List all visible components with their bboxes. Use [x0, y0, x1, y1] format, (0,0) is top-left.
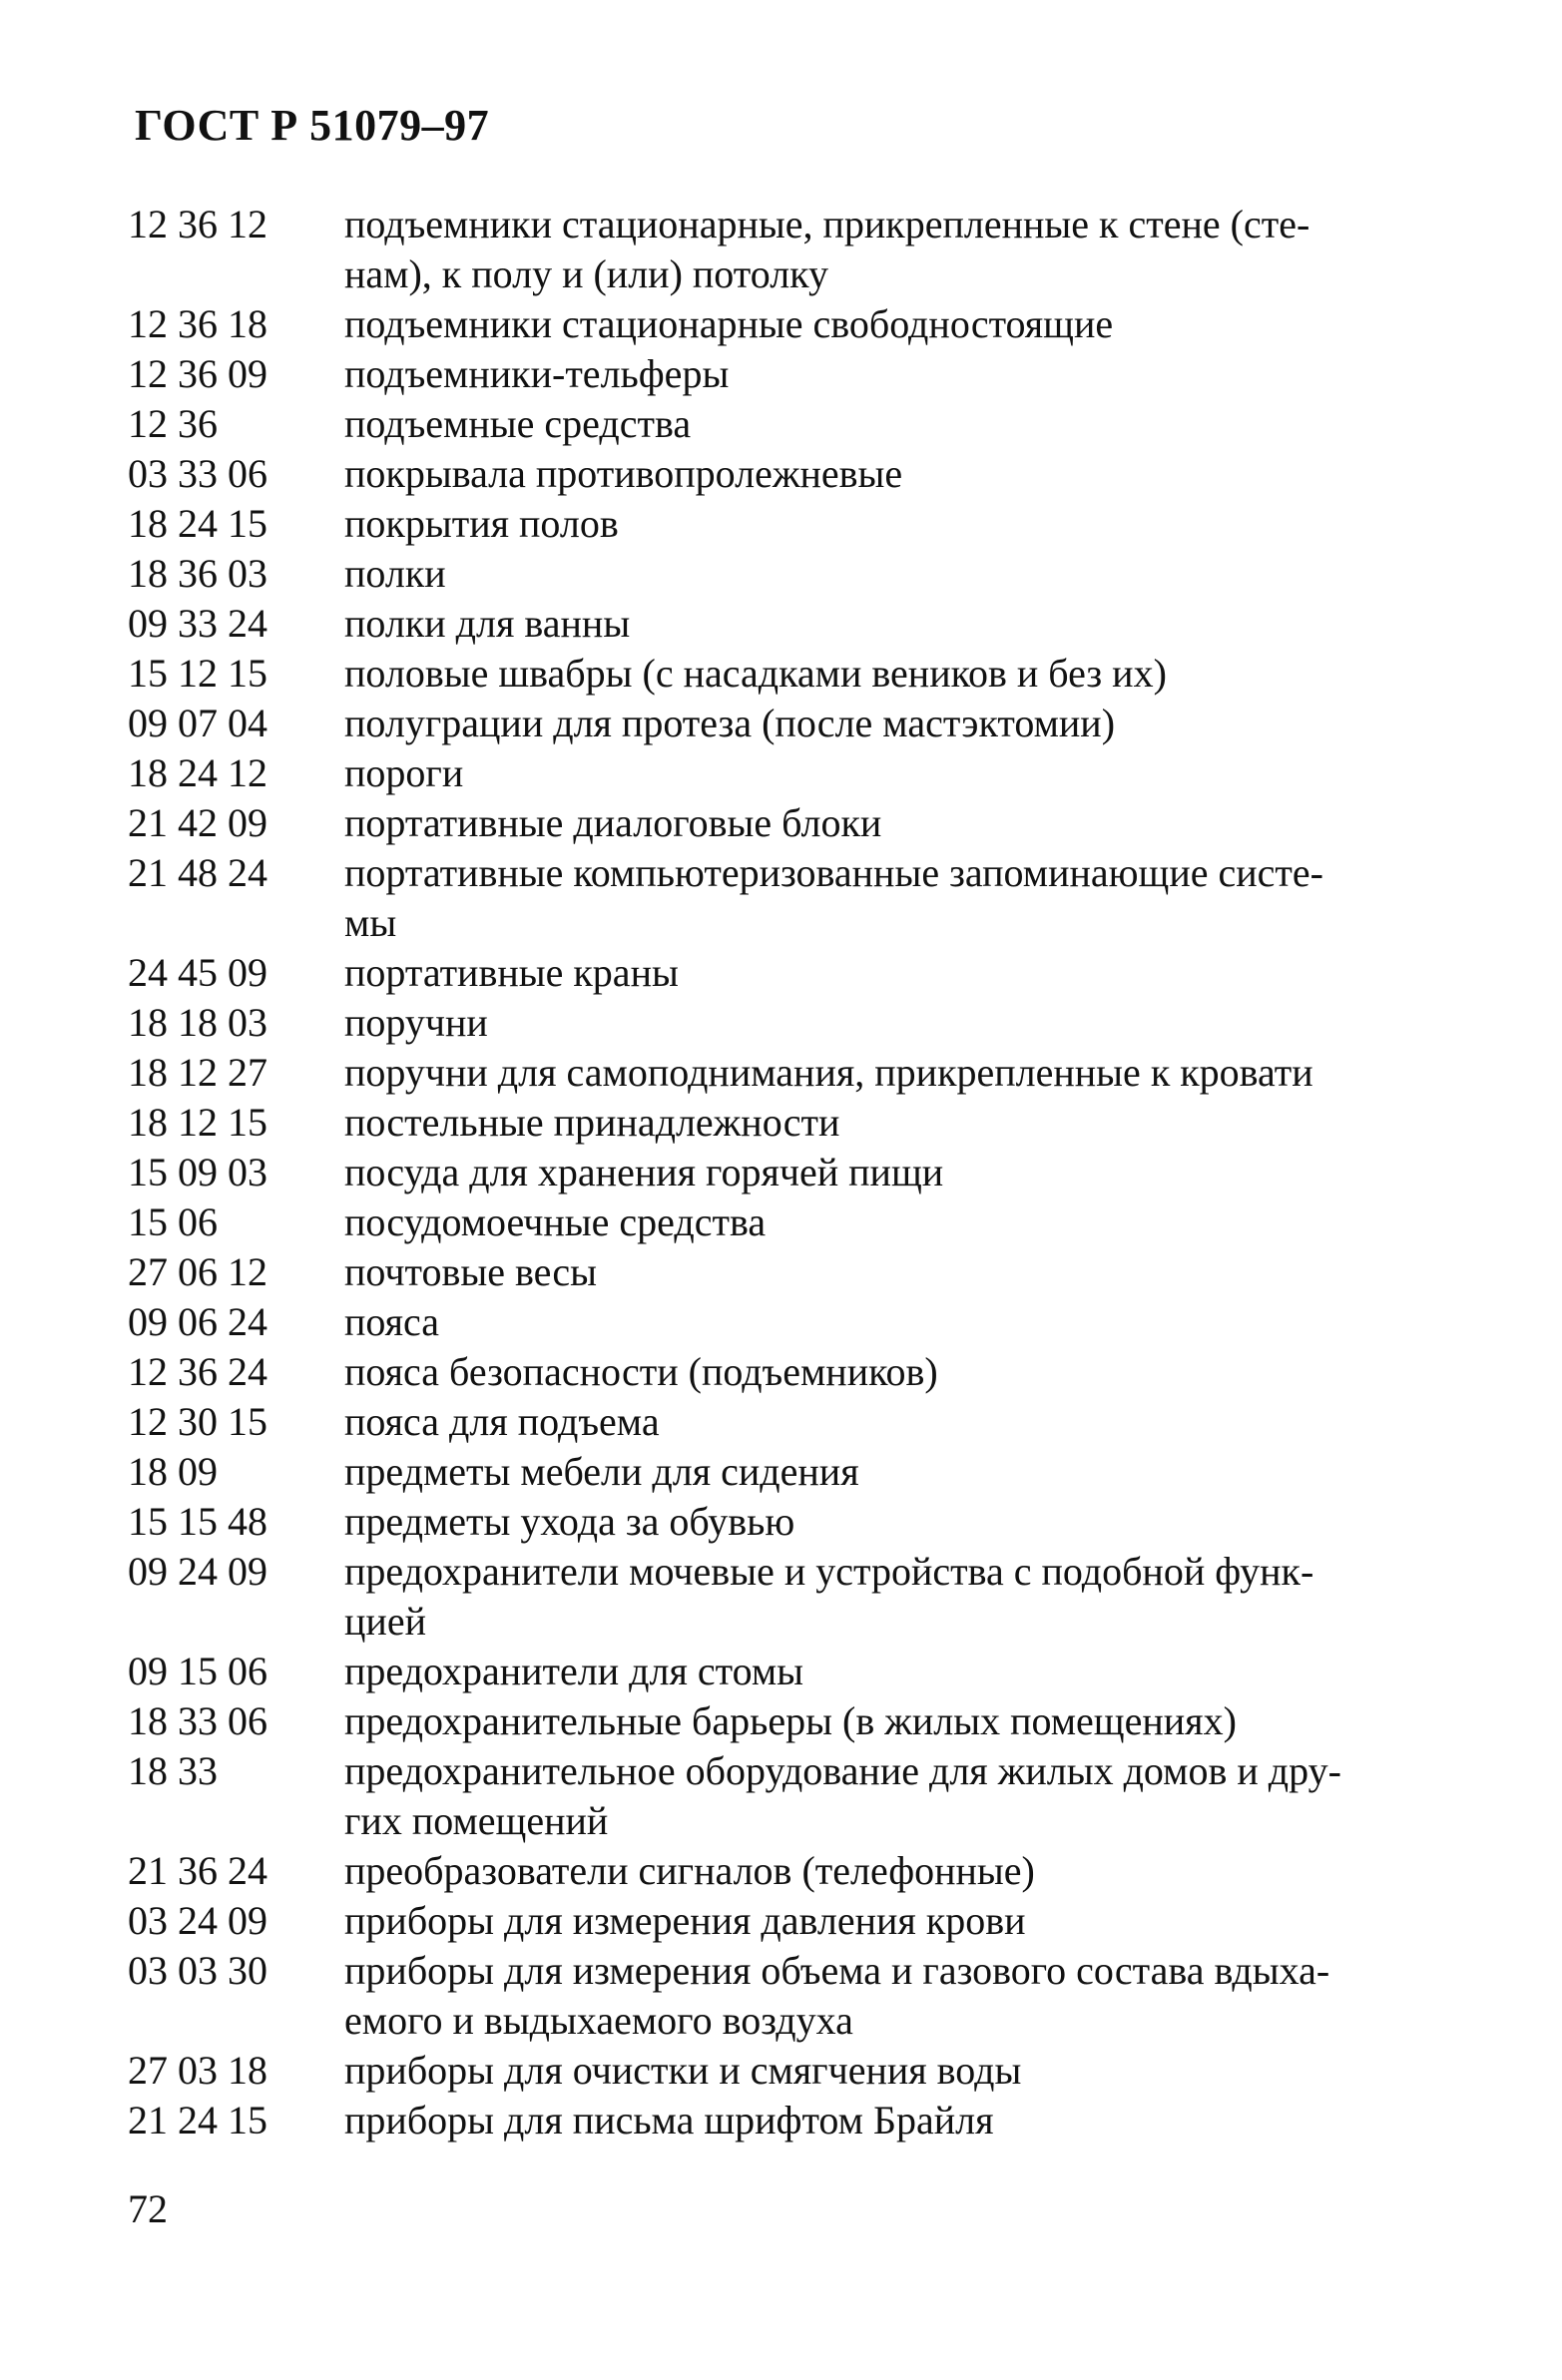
- index-entry: [128, 1447, 1515, 1497]
- entry-code: 03 24 09: [128, 1898, 267, 1943]
- index-entry: [128, 1547, 1515, 1647]
- entry-description: предохранительное оборудование для жилых домов и дру- гих помещений: [344, 1748, 1341, 1843]
- entry-code: 12 36 18: [128, 301, 267, 346]
- entry-code: 21 48 24: [128, 850, 267, 895]
- entry-code: 15 15 48: [128, 1499, 267, 1544]
- index-entry: [128, 599, 1515, 649]
- entry-description: пояса безопасности (подъемников): [344, 1349, 938, 1394]
- entry-description: приборы для измерения объема и газового состава вдыха- емого и выдыхаемого воздуха: [344, 1948, 1330, 2043]
- entry-code: 12 36: [128, 401, 218, 446]
- entry-code: 18 12 27: [128, 1050, 267, 1095]
- entry-code: 18 24 12: [128, 750, 267, 795]
- index-entry: [128, 2046, 1515, 2096]
- entry-code: 21 36 24: [128, 1848, 267, 1893]
- index-entry: [128, 499, 1515, 549]
- index-entry: [128, 1197, 1515, 1247]
- entry-description: постельные принадлежности: [344, 1100, 840, 1145]
- index-entry: [128, 1247, 1515, 1297]
- index-entry: [128, 1746, 1515, 1846]
- entry-description: поручни: [344, 1000, 488, 1045]
- index-entry: [128, 1397, 1515, 1447]
- entry-description: поручни для самоподнимания, прикрепленные к кровати: [344, 1050, 1313, 1095]
- index-entry: [128, 848, 1515, 948]
- index-entry: [128, 1647, 1515, 1696]
- index-entry: [128, 649, 1515, 699]
- entry-code: 18 09: [128, 1449, 218, 1494]
- index-entry: [128, 948, 1515, 998]
- index-entry: [128, 1497, 1515, 1547]
- index-entry: [128, 1946, 1515, 2046]
- index-entry: [128, 1148, 1515, 1197]
- entry-code: 27 06 12: [128, 1249, 267, 1294]
- index-entries-list: [128, 200, 1515, 2145]
- entry-code: 03 03 30: [128, 1948, 267, 1993]
- index-entry: [128, 1846, 1515, 1896]
- entry-description: посуда для хранения горячей пищи: [344, 1150, 944, 1194]
- index-entry: [128, 1896, 1515, 1946]
- index-entry: [128, 200, 1515, 299]
- entry-description: приборы для очистки и смягчения воды: [344, 2048, 1022, 2093]
- page-number: 72: [128, 2186, 168, 2231]
- entry-code: 12 36 12: [128, 202, 267, 246]
- entry-code: 24 45 09: [128, 950, 267, 995]
- index-entry: [128, 449, 1515, 499]
- entry-description: подъемники стационарные свободностоящие: [344, 301, 1114, 346]
- index-entry: [128, 998, 1515, 1048]
- index-entry: [128, 2096, 1515, 2145]
- entry-code: 21 24 15: [128, 2098, 267, 2142]
- entry-description: покрывала противопролежневые: [344, 451, 903, 496]
- index-entry: [128, 299, 1515, 349]
- document-header: ГОСТ Р 51079–97: [135, 101, 490, 150]
- entry-description: приборы для письма шрифтом Брайля: [344, 2098, 994, 2142]
- entry-code: 03 33 06: [128, 451, 267, 496]
- index-entry: [128, 349, 1515, 399]
- entry-description: посудомоечные средства: [344, 1199, 767, 1244]
- entry-code: 09 07 04: [128, 701, 267, 745]
- entry-code: 15 09 03: [128, 1150, 267, 1194]
- entry-description: пояса: [344, 1299, 440, 1344]
- index-entry: [128, 748, 1515, 798]
- entry-code: 21 42 09: [128, 800, 267, 845]
- entry-code: 18 24 15: [128, 501, 267, 546]
- entry-code: 18 33 06: [128, 1698, 267, 1743]
- entry-description: предохранители мочевые и устройства с подобной функ- цией: [344, 1549, 1314, 1644]
- entry-description: полки для ванны: [344, 601, 631, 646]
- entry-code: 15 06: [128, 1199, 218, 1244]
- index-entry: [128, 1048, 1515, 1098]
- entry-description: полуграции для протеза (после мастэктомии): [344, 701, 1116, 745]
- entry-code: 09 24 09: [128, 1549, 267, 1594]
- index-entry: [128, 1098, 1515, 1148]
- entry-description: портативные компьютеризованные запоминающие систе- мы: [344, 850, 1323, 945]
- index-entry: [128, 549, 1515, 599]
- entry-description: предохранительные барьеры (в жилых помещениях): [344, 1698, 1237, 1743]
- entry-code: 12 36 09: [128, 351, 267, 396]
- entry-code: 09 15 06: [128, 1649, 267, 1693]
- entry-code: 09 33 24: [128, 601, 267, 646]
- entry-code: 18 33: [128, 1748, 218, 1793]
- entry-description: половые швабры (с насадками веников и без их): [344, 651, 1167, 696]
- entry-code: 12 36 24: [128, 1349, 267, 1394]
- index-entry: [128, 399, 1515, 449]
- entry-description: преобразователи сигналов (телефонные): [344, 1848, 1035, 1893]
- entry-code: 18 36 03: [128, 551, 267, 596]
- index-entry: [128, 1696, 1515, 1746]
- entry-description: пояса для подъема: [344, 1399, 660, 1444]
- entry-description: покрытия полов: [344, 501, 619, 546]
- entry-description: пороги: [344, 750, 464, 795]
- index-entry: [128, 798, 1515, 848]
- entry-code: 27 03 18: [128, 2048, 267, 2093]
- entry-code: 18 12 15: [128, 1100, 267, 1145]
- entry-description: предметы мебели для сидения: [344, 1449, 859, 1494]
- entry-description: подъемные средства: [344, 401, 692, 446]
- entry-description: подъемники стационарные, прикрепленные к стене (сте- нам), к полу и (или) потолку: [344, 202, 1310, 296]
- entry-description: подъемники-тельферы: [344, 351, 730, 396]
- entry-code: 18 18 03: [128, 1000, 267, 1045]
- entry-code: 09 06 24: [128, 1299, 267, 1344]
- entry-description: почтовые весы: [344, 1249, 597, 1294]
- entry-description: предметы ухода за обувью: [344, 1499, 795, 1544]
- entry-code: 12 30 15: [128, 1399, 267, 1444]
- index-entry: [128, 699, 1515, 748]
- entry-description: полки: [344, 551, 446, 596]
- entry-description: портативные диалоговые блоки: [344, 800, 882, 845]
- index-entry: [128, 1297, 1515, 1347]
- index-entry: [128, 1347, 1515, 1397]
- entry-description: приборы для измерения давления крови: [344, 1898, 1026, 1943]
- entry-code: 15 12 15: [128, 651, 267, 696]
- entry-description: портативные краны: [344, 950, 679, 995]
- entry-description: предохранители для стомы: [344, 1649, 803, 1693]
